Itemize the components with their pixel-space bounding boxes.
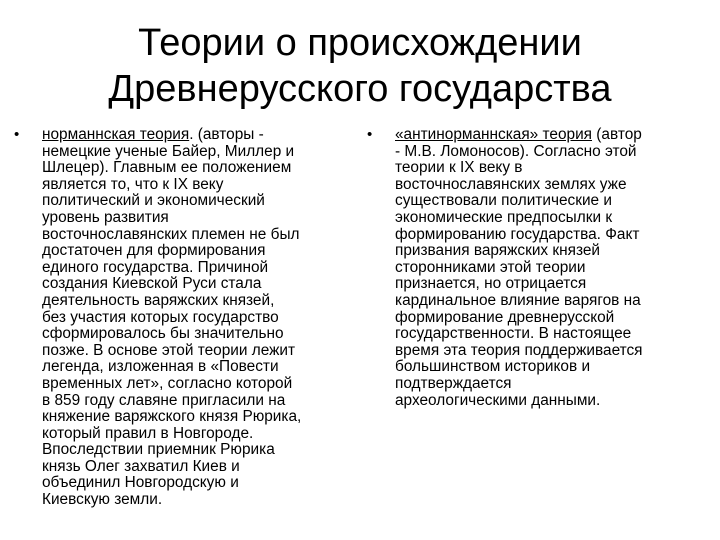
text-line: археологическими данными. [395, 391, 601, 409]
left-column-norman-theory [14, 127, 350, 509]
bullet-icon: • [367, 126, 373, 143]
text-line: немецкие ученые Байер, Миллер и [42, 142, 295, 160]
text-line: Впоследствии приемник Рюрика [42, 441, 275, 459]
text-line: Шлецер). Главным ее положением [42, 159, 292, 177]
text-line: Киевскую земли. [42, 491, 163, 509]
text-line: легенда, изложенная в «Повести [42, 358, 279, 376]
text-line: уровень развития [42, 208, 169, 226]
slide-title-line-2: Древнерусского государства [108, 68, 612, 110]
text-line: теории к IX веку в [395, 159, 523, 177]
text-line: сформировалось бы значительно [42, 325, 284, 343]
norman-theory-first-line-rest: . (авторы - [189, 126, 264, 143]
antinorman-theory-first-line-rest: (автор [592, 126, 642, 143]
text-line: временных лет», согласно которой [42, 374, 293, 392]
text-line: в 859 году славяне пригласили на [42, 391, 286, 409]
text-line: единого государства. Причиной [42, 258, 269, 276]
text-line: формирование древнерусской [395, 308, 615, 326]
text-line: подтверждается [395, 374, 512, 392]
slide-title [0, 20, 720, 112]
text-line: экономические предпосылки к [395, 208, 613, 226]
text-line: князь Олег захватил Киев и [42, 457, 240, 475]
text-line: который правил в Новгороде. [42, 424, 254, 442]
text-line: кардинальное влияние варягов на [395, 291, 641, 309]
text-line: призвания варяжских князей [395, 242, 601, 260]
text-line: достаточен для формирования [42, 242, 266, 260]
bullet-icon: • [14, 126, 20, 143]
antinorman-theory-text [395, 127, 707, 409]
text-line: сторонниками этой теории [395, 258, 586, 276]
text-line: государственности. В настоящее [395, 325, 632, 343]
text-line: большинством историков и [395, 358, 591, 376]
norman-theory-first-line [42, 127, 350, 144]
text-line: восточнославянских племен не был [42, 225, 300, 243]
text-line: политический и экономический [42, 192, 265, 210]
norman-theory-text [42, 127, 350, 509]
text-line: княжение варяжского князя Рюрика, [42, 408, 302, 426]
text-line: позже. В основе этой теории лежит [42, 341, 296, 359]
text-line: создания Киевской Руси стала [42, 275, 262, 293]
text-line: деятельность варяжских князей, [42, 291, 275, 309]
right-column-antinorman-theory [367, 127, 707, 409]
text-line: является то, что к IX веку [42, 175, 224, 193]
text-line: объединил Новгородскую и [42, 474, 239, 492]
text-line: формированию государства. Факт [395, 225, 640, 243]
text-line: без участия которых государство [42, 308, 279, 326]
antinorman-theory-term: «антинорманнская» теория [395, 126, 593, 143]
slide-title-line-1: Теории о происхождении [138, 22, 582, 64]
text-line: время эта теория поддерживается [395, 341, 643, 359]
text-line: восточнославянских землях уже [395, 175, 627, 193]
antinorman-theory-first-line [395, 127, 707, 144]
text-line: существовали политические и [395, 192, 612, 210]
text-line: признается, но отрицается [395, 275, 587, 293]
norman-theory-term: норманнская теория [42, 126, 190, 143]
text-line: - М.В. Ломоносов). Согласно этой [395, 142, 637, 160]
